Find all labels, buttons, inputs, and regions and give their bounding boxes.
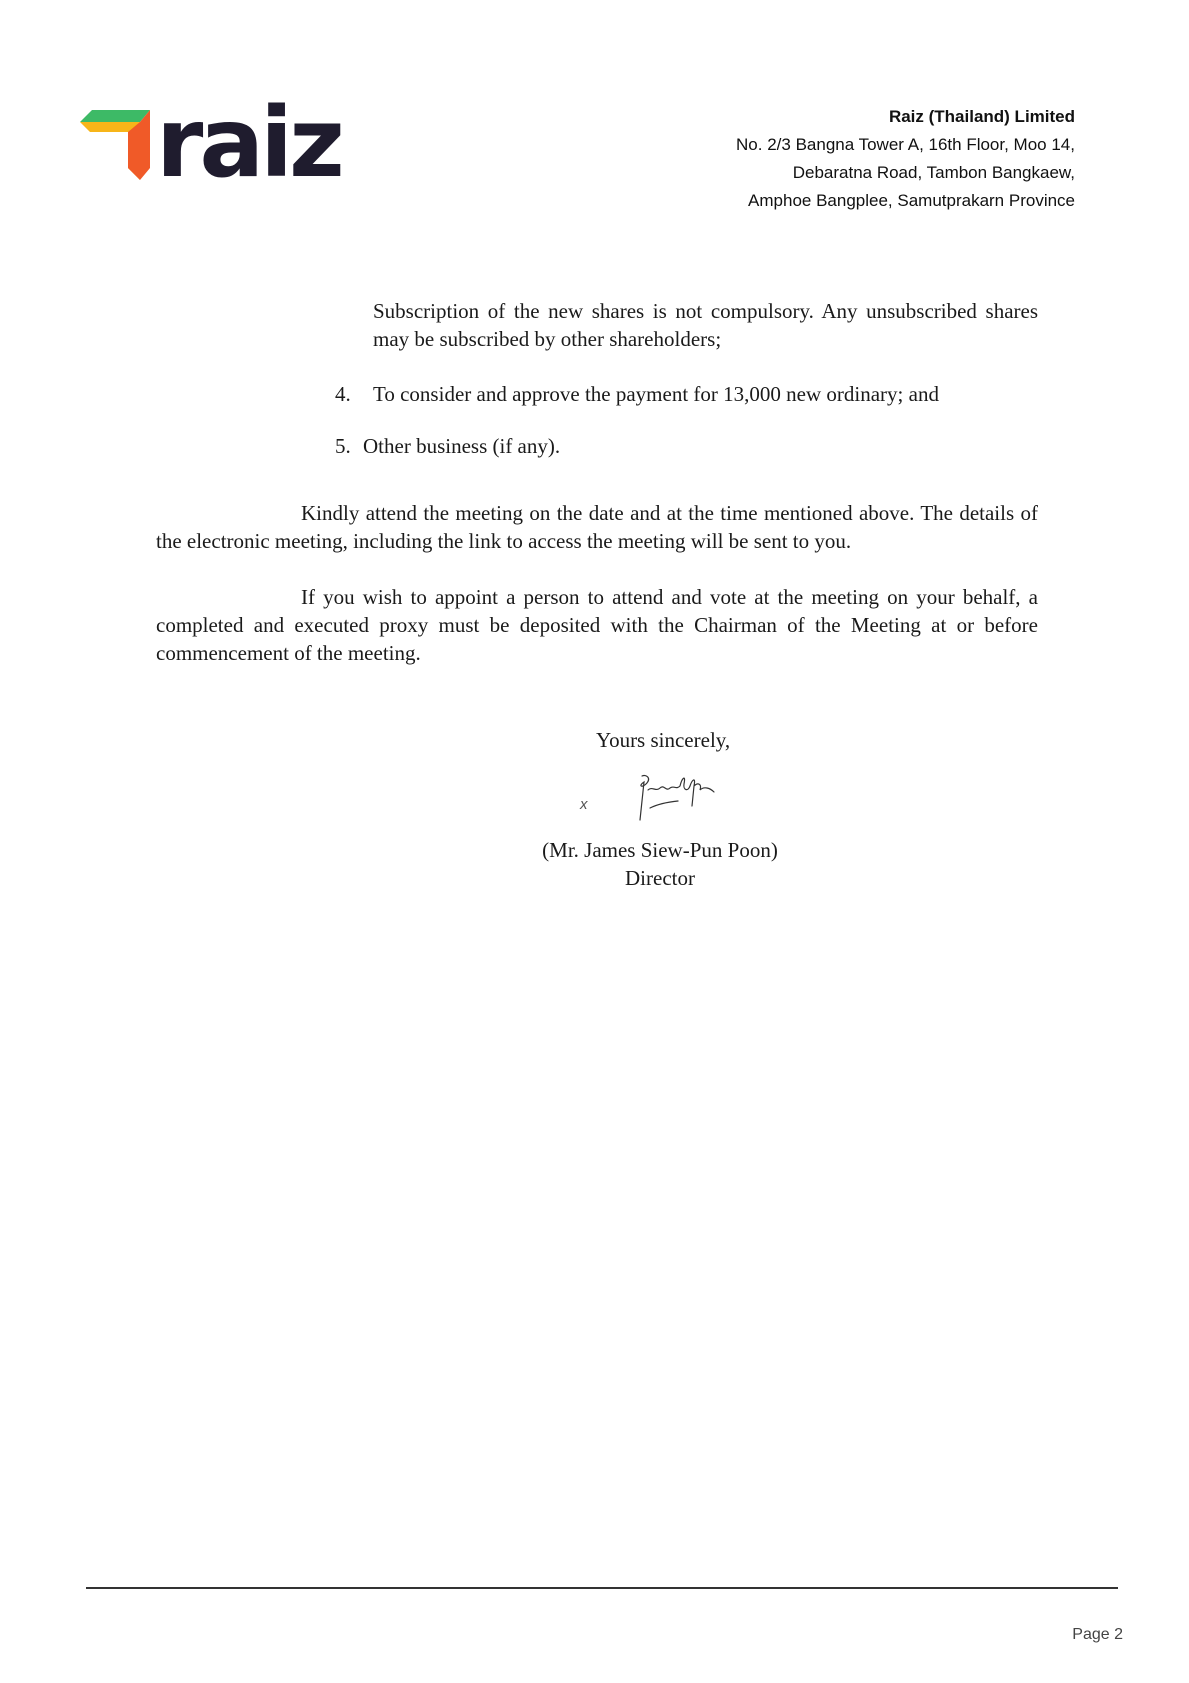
closing-salutation: Yours sincerely, bbox=[596, 728, 731, 752]
item-continuation: Subscription of the new shares is not compulsory. Any unsubscribed shares may be subscribed by other shareholders; bbox=[373, 299, 1038, 351]
signer-title: Director bbox=[625, 866, 695, 890]
signer-block bbox=[520, 836, 800, 892]
footer-divider bbox=[86, 1587, 1118, 1589]
company-name: Raiz (Thailand) Limited bbox=[888, 107, 1075, 126]
address-line-2: Debaratna Road, Tambon Bangkaew, bbox=[792, 163, 1075, 182]
logo-wordmark: raiz bbox=[156, 100, 341, 190]
agenda-item-text: Other business (if any). bbox=[363, 434, 561, 458]
page-number: Page 2 bbox=[1072, 1626, 1123, 1643]
paragraph-proxy: If you wish to appoint a person to attend and vote at the meeting on your behalf, a completed and executed proxy must be deposited with the Chairman of the Meeting at or before commencement of the meeting. bbox=[156, 585, 1038, 665]
signature bbox=[578, 768, 728, 828]
address-line-3: Amphoe Bangplee, Samutprakarn Province bbox=[748, 191, 1075, 210]
agenda-item-number: 5. bbox=[335, 434, 351, 458]
agenda-item-4 bbox=[335, 380, 939, 408]
raiz-logo bbox=[80, 100, 390, 190]
paragraph-attend: Kindly attend the meeting on the date and at the time mentioned above. The details of the electronic meeting, including the link to access the meeting will be sent to you. bbox=[156, 501, 1038, 553]
agenda-item-text: To consider and approve the payment for 13,000 new ordinary; and bbox=[373, 382, 939, 406]
company-address bbox=[736, 103, 1075, 215]
agenda-item-5 bbox=[335, 432, 560, 460]
signer-name: (Mr. James Siew-Pun Poon) bbox=[542, 838, 778, 862]
signature-mark: x bbox=[580, 796, 588, 813]
address-line-1: No. 2/3 Bangna Tower A, 16th Floor, Moo 14, bbox=[736, 135, 1075, 154]
logo-chevron-green bbox=[80, 110, 150, 122]
signature-scribble bbox=[628, 768, 728, 828]
agenda-item-number: 4. bbox=[335, 382, 351, 406]
